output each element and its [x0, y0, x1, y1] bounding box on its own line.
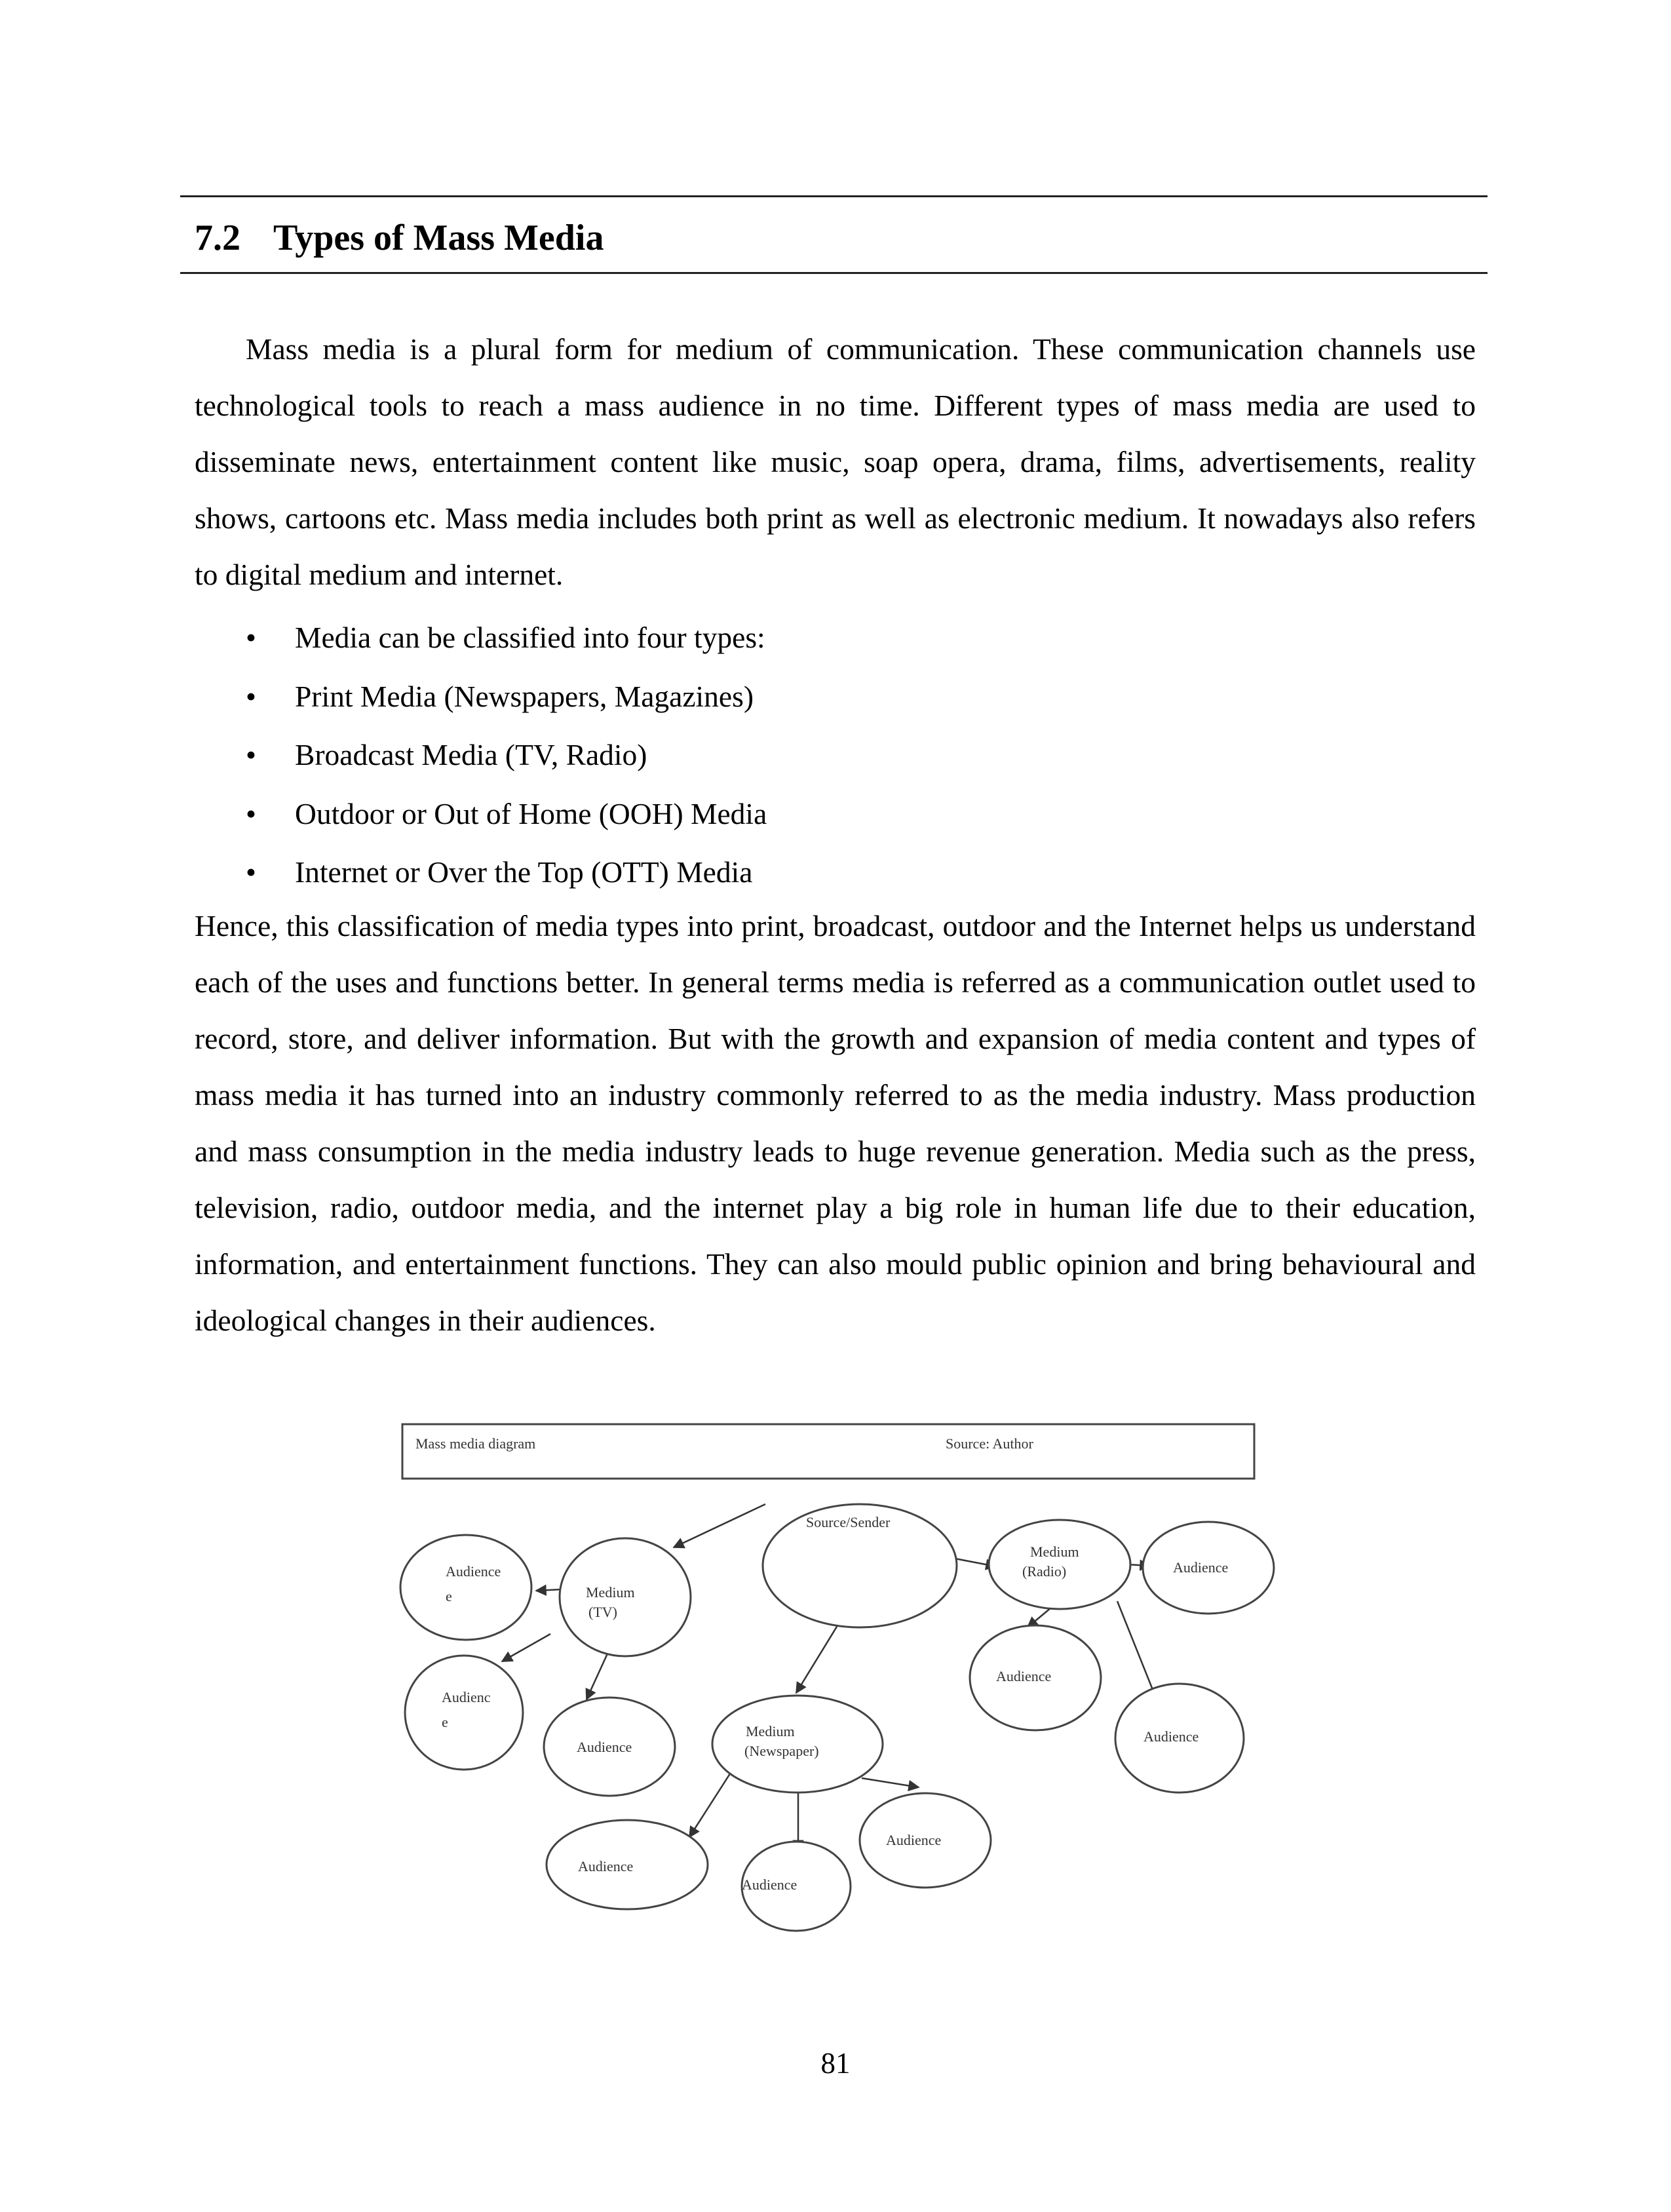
arrow-radio-to-audience-far — [1117, 1601, 1157, 1699]
section-heading — [195, 208, 1472, 267]
arrow-radio-to-audience-lower — [1028, 1608, 1051, 1627]
heading-bottom-rule — [180, 272, 1488, 274]
node-audience-radio-right — [1143, 1522, 1274, 1614]
bullet-icon: • — [246, 855, 256, 889]
list-item-text: Print Media (Newspapers, Magazines) — [295, 679, 754, 713]
node-medium-tv-label: Medium — [586, 1584, 635, 1601]
arrow-tv-to-audience-midleft — [502, 1634, 550, 1661]
node-audience-midleft-label: Audienc — [442, 1689, 491, 1705]
node-medium-radio — [989, 1520, 1130, 1609]
mass-media-diagram — [387, 1419, 1281, 1950]
node-audience-radio-lower — [970, 1625, 1101, 1730]
bullet-icon: • — [246, 679, 256, 713]
node-audience-tv — [544, 1698, 675, 1796]
arrow-tv-to-audience-topleft — [536, 1589, 562, 1591]
node-audience-midleft-sublabel: e — [442, 1714, 448, 1730]
intro-paragraph: Mass media is a plural form for medium of communication. These communication channels use technological tools to reach a mass audience in no time. Different types of mass media are used to disseminate news, entertainment content like music, soap opera, drama, films, advertisements, reality shows, cartoons etc. Mass media includes both print as well as electronic medium. It nowadays also refers to digital medium and internet. — [195, 332, 1476, 591]
bullet-icon: • — [246, 621, 256, 654]
node-audience-newspaper-mid-label: Audience — [742, 1876, 797, 1893]
node-audience-midleft — [405, 1656, 523, 1770]
bullet-icon: • — [246, 796, 256, 830]
page-number: 81 — [820, 2047, 851, 2080]
heading-top-rule — [180, 195, 1488, 197]
arrow-sender-to-newspaper — [796, 1623, 839, 1693]
node-audience-radio-right-label: Audience — [1173, 1559, 1229, 1576]
node-audience-topleft-sublabel: e — [446, 1588, 452, 1604]
arrow-newspaper-to-audience-left — [689, 1770, 733, 1837]
node-medium-tv — [560, 1538, 691, 1656]
node-medium-newspaper-sublabel: (Newspaper) — [744, 1743, 819, 1759]
list-item — [195, 667, 1476, 726]
classification-paragraph: Hence, this classification of media types into print, broadcast, outdoor and the Internet helps us understand each of the uses and functions better. In general terms media is referred as a communication outlet used to record, store, and deliver information. But with the growth and expansion of media content and types of mass media it has turned into an industry commonly referred to as the media industry. Mass production and mass consumption in the media industry leads to huge revenue generation. Media such as the press, television, radio, outdoor media, and the internet play a big role in human life due to their education, information, and entertainment functions. They can also mould public opinion and bring behavioural and ideological changes in their audiences. — [195, 909, 1476, 1337]
list-item-text: Broadcast Media (TV, Radio) — [295, 738, 647, 771]
node-audience-topleft — [400, 1535, 531, 1640]
node-audience-newspaper-left — [547, 1820, 708, 1909]
diagram-source: Source: Author — [946, 1435, 1033, 1452]
node-audience-radio-far — [1115, 1684, 1244, 1793]
bullet-icon: • — [246, 738, 256, 771]
list-item-text: Outdoor or Out of Home (OOH) Media — [295, 796, 767, 830]
list-item — [195, 608, 1476, 667]
list-item-text: Internet or Over the Top (OTT) Media — [295, 855, 753, 889]
node-audience-radio-far-label: Audience — [1143, 1728, 1199, 1745]
media-types-list — [195, 608, 1476, 902]
arrow-sender-to-tv — [674, 1504, 765, 1547]
node-audience-newspaper-left-label: Audience — [578, 1858, 634, 1874]
list-item — [195, 785, 1476, 844]
node-audience-newspaper-right-label: Audience — [886, 1832, 942, 1848]
node-audience-radio-lower-label: Audience — [996, 1668, 1052, 1684]
node-medium-tv-sublabel: (TV) — [588, 1604, 617, 1620]
node-medium-radio-label: Medium — [1030, 1543, 1079, 1560]
node-audience-tv-label: Audience — [577, 1739, 632, 1755]
node-audience-topleft-label: Audience — [446, 1563, 501, 1580]
node-medium-radio-sublabel: (Radio) — [1022, 1563, 1067, 1580]
node-audience-newspaper-right — [860, 1793, 991, 1888]
node-sender — [763, 1504, 957, 1627]
arrow-newspaper-to-audience-right — [862, 1778, 919, 1787]
node-audience-newspaper-mid — [742, 1842, 851, 1931]
node-sender-label: Source/Sender — [806, 1514, 891, 1530]
list-item — [195, 843, 1476, 902]
diagram-caption: Mass media diagram — [415, 1435, 536, 1452]
node-medium-newspaper-label: Medium — [746, 1723, 795, 1739]
section-title: Types of Mass Media — [273, 218, 604, 258]
list-item — [195, 726, 1476, 785]
list-item-text: Media can be classified into four types: — [295, 621, 765, 654]
section-number: 7.2 — [195, 218, 240, 258]
node-medium-newspaper — [712, 1696, 883, 1793]
